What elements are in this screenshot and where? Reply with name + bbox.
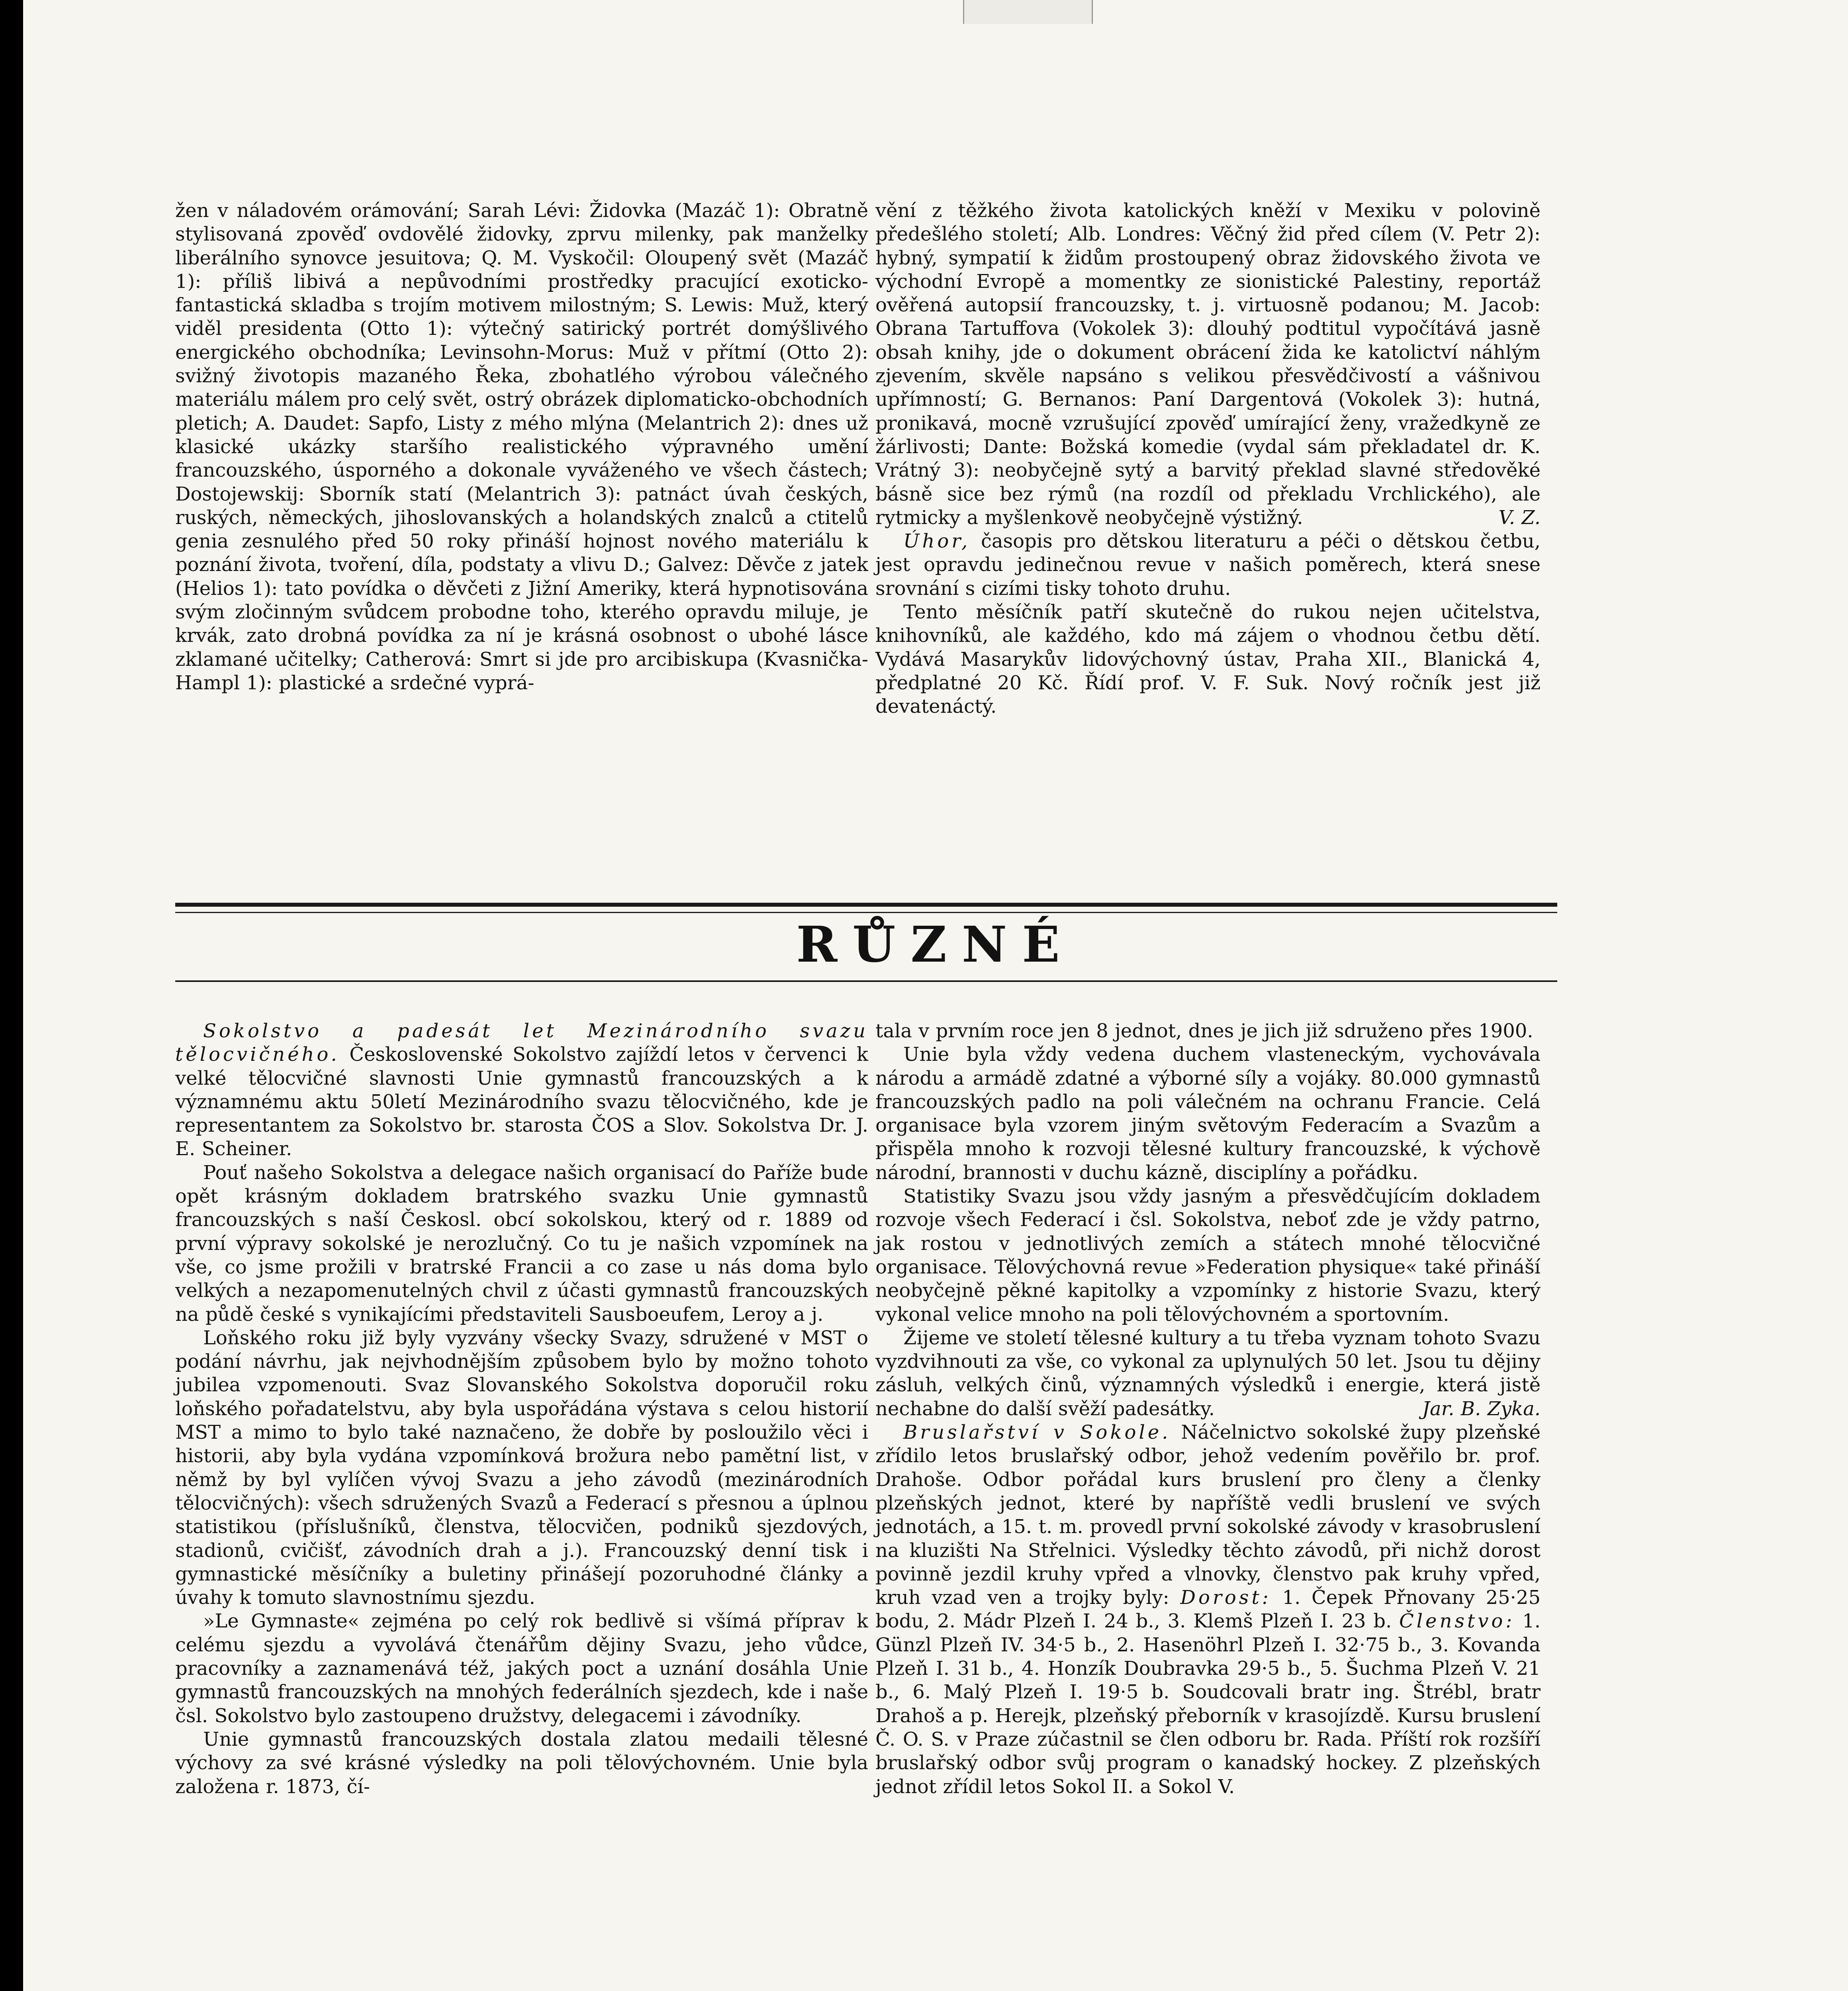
review-text: žen v náladovém orámování; Sarah Lévi: Židovka (Mazáč 1): Obratně stylisovaná zpověď ovdovělé židovky, zprvu milenky, pak manželky liberálního synovce jesuitova; Q. M. Vyskočil: Oloupený svět (Mazáč 1): příliš libivá a nepůvodními prostředky pracující exoticko-fantastická skladba s trojím motivem milostným; S. Lewis: Muž, který viděl presidenta (Otto 1): výtečný satirický portrét domýšlivého energického obchodníka; Levinsohn-Morus: Muž v přítmí (Otto 2): svižný životopis mazaného Řeka, zbohatlého výrobou válečného materiálu málem pro celý svět, ostrý obrázek diplomaticko-obchodních pletich; A. Daudet: Sapfo, Listy z mého mlýna (Melantrich 2): dnes už klasické ukázky staršího realistického výpravného umění francouzského, úsporného a dokonale vyváženého ve všech částech; Dostojewskij: Sborník statí (Melantrich 3): patnáct úvah českých, ruských, německých, jihoslovanských a holandských znalců a ctitelů genia zesnulého před 50 roky přináší hojnost nového materiálu k poznání života, tvoření, díla, podstaty a vlivu D.; Galvez: Děvče z jatek (Helios 1): tato povídka o děvčeti z Jižní Ameriky, která hypnotisována svým zločinným svůdcem probodne toho, kterého opravdu miluje, je krvák, zato drobná povídka za ní je krásná osobnost o ubohé lásce zklamané učitelky; Catherová: Smrt si jde pro arcibiskupa (Kvasnička-Hampl 1): plastické a srdečné vyprá- [175,199,868,694]
paragraph: Pouť našeho Sokolstva a delegace našich organisací do Paříže bude opět krásným dokladem bratrského svazku Unie gymnastů francouzských s naší Českosl. obcí sokolskou, který od r. 1889 od první výpravy sokolské je nerozlučný. Co tu je našich vzpomínek na vše, co jsme prožili v bratrské Francii a co zase u nás doma bylo velkých a nezapomenutelných chvil z účasti gymnastů francouzských na půdě české s vynikajícími představiteli Sausboeufem, Leroy a j. [175,1161,868,1326]
heading-rule-bottom [175,980,1557,982]
signature: V. Z. [1498,506,1541,529]
bruslarstvi-paragraph: Bruslařství v Sokole. Náčelnictvo sokolské župy plzeňské zřídilo letos bruslařský odbor, jehož vedením pověřilo br. prof. Drahoše. Odbor pořádal kurs bruslení pro členy a členky plzeňských jednot, které by napříště vedli bruslení ve svých jednotách, a 15. t. m. provedl první sokolské závody v krasobruslení na kluzišti Na Střelnici. Výsledky těchto závodů, při nichž dorost povinně jezdil kruhy vpřed a vlnovky, členstvo pak kruhy vpřed, kruh vzad ven a trojky byly: Dorost: 1. Čepek Přnovany 25·25 bodu, 2. Mádr Plzeň I. 24 b., 3. Klemš Plzeň I. 23 b. Členstvo: 1. Günzl Plzeň IV. 34·5 b., 2. Hasenöhrl Plzeň I. 32·75 b., 3. Kovanda Plzeň I. 31 b., 4. Honzík Doubravka 29·5 b., 5. Šuchma Plzeň V. 21 b., 6. Malý Plzeň I. 19·5 b. Soudcovali bratr ing. Štrébl, bratr Drahoš a p. Herejk, plzeňský přeborník v krasojízdě. Kursu bruslení Č. O. S. v Praze zúčastnil se člen odboru br. Rada. Příští rok rozšíří bruslařský odbor svůj program o kanadský hockey. Z plzeňských jednot zřídil letos Sokol II. a Sokol V. [875,1421,1541,1798]
uhor-paragraph: Úhor, časopis pro dětskou literaturu a péči o dětskou četbu, jest opravdu jedinečnou revue v našich poměrech, která snese srovnání s cizími tisky tohoto druhu. [875,530,1541,600]
section-heading: RŮZNÉ [796,916,1075,974]
paragraph: Unie byla vždy vedena duchem vlasteneckým, vychovávala národu a armádě zdatné a výborné síly a vojáky. 80.000 gymnastů francouzských padlo na poli válečném na ochranu Francie. Celá organisace byla vzorem jiným světovým Federacím a Svazům a přispěla mnoho k rozvoji tělesné kultury francouzské, k výchově národní, brannosti v duchu kázně, disciplíny a pořádku. [875,1043,1541,1184]
clenstvo-label: Členstvo: [1399,1610,1515,1633]
page [23,0,1848,1991]
heading-rule-top-thick [175,903,1557,907]
paragraph: Žijeme ve století tělesné kultury a tu třeba vyznam tohoto Svazu vyzdvihnouti za vše, co vykonal za uplynulých 50 let. Jsou tu dějiny zásluh, velkých činů, významných výsledků i energie, která jistě nechabne do další svěží padesátky. Jar. B. Zyka. [875,1326,1541,1421]
paragraph: Loňského roku již byly vyzvány všecky Svazy, sdružené v MST o podání návrhu, jak nejvhodnějším způsobem bylo by možno tohoto jubilea vzpomenouti. Svaz Slovanského Sokolstva doporučil roku loňského pořadatelstvu, aby byla uspořádána výstava s celou historií MST a mimo to bylo také naznačeno, že dobře by posloužilo věci i historii, aby byla vydána vzpomínková brožura nebo pamětní list, v němž by byl vylíčen vývoj Svazu a jeho závodů (mezinárodních tělocvičných): všech sdružených Svazů a Federací s přesnou a úplnou statistikou (příslušníků, členstva, tělocvičen, podniků sjezdových, stadionů, cvičišť, závodních drah a j.). Francouzský denní tisk i gymnastické měsíčníky a buletiny přinášejí pozoruhodné články a úvahy k tomuto slavnostnímu sjezdu. [175,1326,868,1609]
paragraph: »Le Gymnaste« zejména po celý rok bedlivě si všímá příprav k celému sjezdu a vyvolává čtenářům dějiny Svazu, jeho vůdce, pracovníky a zaznamenává též, jakých poct a uznání dosáhla Unie gymnastů francouzských na mnohých federálních sjezdech, kde i naše čsl. Sokolstvo bylo zastoupeno družstvy, delegacemi i závodníky. [175,1610,868,1727]
sokolstvo-paragraph: Sokolstvo a padesát let Mezinárodního svazu tělocvičného. Československé Sokolstvo zajíždí letos v červenci k velké tělocvičné slavnosti Unie gymnastů francouzských a k významnému aktu 50letí Mezinárodního svazu tělocvičného, kde je representantem za Sokolstvo br. starosta ČOS a Slov. Sokolstva Dr. J. E. Scheiner. [175,1020,868,1160]
paragraph: tala v prvním roce jen 8 jednot, dnes je jich již sdruženo přes 1900. [875,1020,1533,1042]
dorost-label: Dorost: [1180,1586,1271,1609]
paragraph: Unie gymnastů francouzských dostala zlatou medaili tělesné výchovy za své krásné výsledky na poli tělovýchovném. Unie byla založena r. 1873, čí- [175,1728,868,1798]
bruslarstvi-title: Bruslařství v Sokole. [903,1421,1171,1444]
uhor-title: Úhor, [903,530,971,553]
paragraph: Statistiky Svazu jsou vždy jasným a přesvědčujícím dokladem rozvoje všech Federací i čsl. Sokolstva, neboť zde je vždy patrno, jak rostou v jednotlivých zemích a státech mnohé tělocvičné organisace. Tělovýchovná revue »Federation physique« také přináší neobyčejně pěkné kapitolky a vzpomínky z historie Svazu, který vykonal velice mnoho na poli tělovýchovném a sportovním. [875,1185,1541,1326]
top-left-column [175,199,868,695]
scan-edge-mark [963,0,1093,24]
review-text-continued: vění z těžkého života katolických kněží v Mexiku v polovině předešlého století; Alb. Londres: Věčný žid před cílem (V. Petr 2): hybný, sympatií k židům prostoupený obraz židovského života ve východní Evropě a momentky ze sionistické Palestiny, reportáž ověřená autopsií francouzsky, t. j. virtuosně podanou; M. Jacob: Obrana Tartuffova (Vokolek 3): dlouhý podtitul vypočítává jasně obsah knihy, jde o dokument obrácení žida ke katolictví náhlým zjevením, skvěle napsáno s velikou přesvědčivostí a vášnivou upřímností; G. Bernanos: Paní Dargentová (Vokolek 3): hutná, pronikavá, mocně vzrušující zpověď umírající ženy, vražedkyně ze žárlivosti; Dante: Božská komedie (vydal sám překladatel dr. K. Vrátný 3): neobyčejně sytý a barvitý překlad slavné středověké básně sice bez rýmů (na rozdíl od překladu Vrchlického), ale rytmicky a myšlenkově neobyčejně výstižný. V. Z. [875,199,1541,530]
top-right-column [875,199,1541,719]
tento-paragraph: Tento měsíčník patří skutečně do rukou nejen učitelstva, knihovníků, ale každého, kdo má zájem o vhodnou četbu dětí. Vydává Masarykův lidovýchovný ústav, Praha XII., Blanická 4, předplatné 20 Kč. Řídí prof. V. F. Suk. Nový ročník jest již devatenáctý. [875,601,1541,718]
sokolstvo-title: Sokolstvo a padesát let Mezinárodního svazu tělocvičného. [175,1020,868,1066]
signature: Jar. B. Zyka. [1422,1397,1541,1420]
bottom-right-column [875,1019,1541,1799]
bottom-left-column [175,1019,868,1799]
heading-rule-top-thin [175,912,1557,913]
